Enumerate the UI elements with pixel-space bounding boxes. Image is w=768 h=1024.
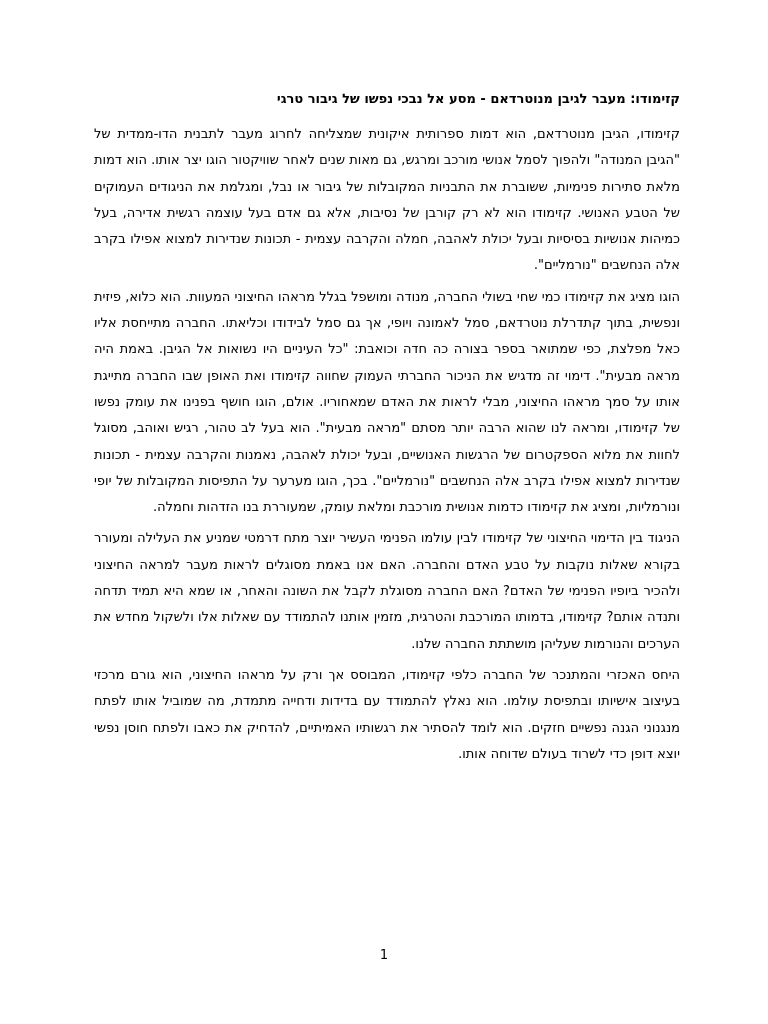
document-title: קזימודו: מעבר לגיבן מנוטרדאם - מסע אל נבכי נפשו של גיבור טרגי — [276, 92, 680, 107]
paragraph-2: הוגו מציג את קזימודו כמי שחי בשולי החברה, מנודה ומושפל בגלל מראהו החיצוני המעוות. הוא כלוא, פיזית ונפשית, בתוך קתדרלת נוטרדאם, סמל לאמונה ויופי, אך גם סמל לבידודו וכליאתו. החברה מתייחסת אליו כאל מפלצת, כפי שמתואר בספר בצורה כה חדה וכואבת: "כל העיניים היו נשואות אל הגיבן. באמת היה מראה מבעית". דימוי זה מדגיש את הניכור החברתי העמוק שחווה קזימודו ואת האופן שבו החברה מתייגת אותו על סמך מראהו החיצוני, מבלי לראות את האדם שמאחוריו. אולם, הוגו חושף בפנינו את עומק נפשו של קזימודו, ומראה לנו שהוא הרבה יותר מסתם "מראה מבעית". הוא בעל לב טהור, רגיש ואוהב, מסוגל לחוות את מלוא הספקטרום של הרגשות האנושיים, ובעל יכולת לאהבה, נאמנות והקרבה עצמית - תכונות שנדירות למצוא אפילו בקרב אלה הנחשבים "נורמליים". בכך, הוגו מערער על התפיסות המקובלות של יופי ונורמליות, ומציג את קזימודו כדמות אנושית מורכבת ומלאת עומק, שמעוררת בנו הזדהות וחמלה. — [94, 289, 680, 516]
paragraph-3: הניגוד בין הדימוי החיצוני של קזימודו לבין עולמו הפנימי העשיר יוצר מתח דרמטי שמניע את העלילה ומעורר בקורא שאלות נוקבות על טבע האדם והחברה. האם אנו באמת מסוגלים לראות מעבר למראה החיצוני ולהכיר ביופיו הפנימי של האדם? האם החברה מסוגלת לקבל את השונה והאחר, או שמא היא תמיד תדחה ותנדה אותם? קזימודו, בדמותו המורכבת והטרגית, מזמין אותנו להתמודד עם שאלות אלו ולשקול מחדש את הערכים והנורמות שעליהן מושתתת החברה שלנו. — [94, 531, 680, 652]
paragraph-1: קזימודו, הגיבן מנוטרדאם, הוא דמות ספרותית איקונית שמצליחה לחרוג מעבר לתבנית הדו-ממדית של "הגיבן המנודה" ולהפוך לסמל אנושי מורכב ומרגש, גם מאות שנים לאחר שוויקטור הוגו יצר אותו. הוא דמות מלאת סתירות פנימיות, ששוברת את התבניות המקובלות של גיבור או נבל, ומגלמת את הניגודים העמוקים של הטבע האנושי. קזימודו הוא לא רק קורבן של נסיבות, אלא גם אדם בעל עוצמה רגשית אדירה, בעל כמיהות אנושיות בסיסיות ובעל יכולת לאהבה, חמלה והקרבה עצמית - תכונות שנדירות למצוא אפילו בקרב אלה הנחשבים "נורמליים". — [94, 127, 680, 274]
document-body — [94, 90, 680, 773]
page-number: 1 — [379, 948, 389, 963]
paragraph-4: היחס האכזרי והמתנכר של החברה כלפי קזימודו, המבוסס אך ורק על מראהו החיצוני, הוא גורם מרכזי בעיצוב אישיותו ובתפיסת עולמו. הוא נאלץ להתמודד עם בדידות ודחייה מתמדת, מה שמוביל אותו לפתח מנגנוני הגנה נפשיים חזקים. הוא לומד להסתיר את רגשותיו האמיתיים, להדחיק את כאבו ולפתח חוסן נפשי יוצא דופן כדי לשרוד בעולם שדוחה אותו. — [94, 667, 680, 762]
